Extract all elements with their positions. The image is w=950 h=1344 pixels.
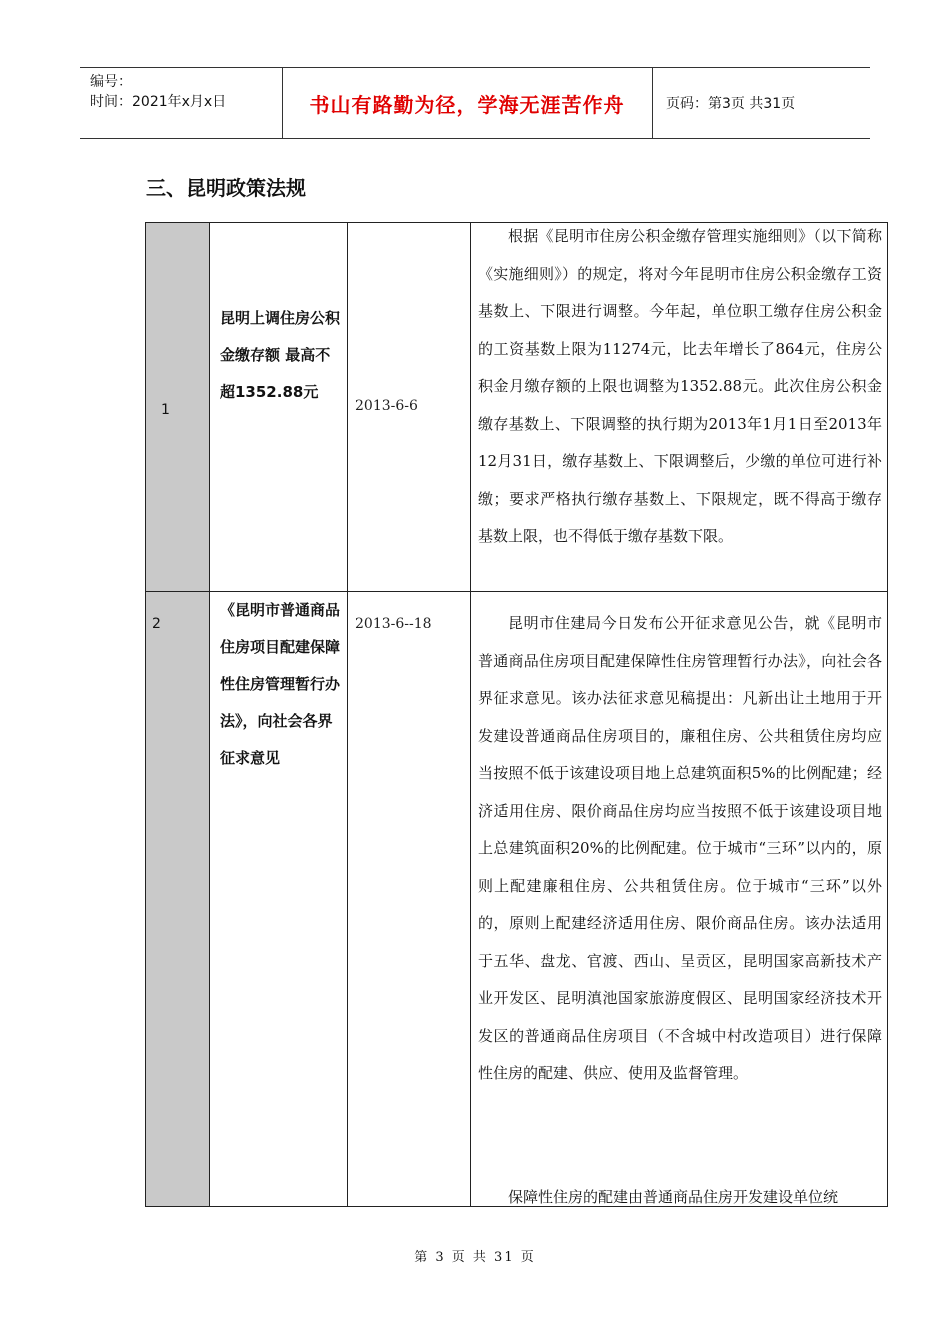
- row-date: 2013-6-6: [355, 398, 418, 414]
- row-date: 2013-6--18: [355, 616, 432, 632]
- row-title: 《昆明市普通商品住房项目配建保障性住房管理暂行办法》，向社会各界征求意见: [220, 601, 341, 767]
- page-header: [80, 67, 870, 139]
- table-border: [209, 222, 210, 1207]
- table-border: [145, 222, 146, 1207]
- index-column-shade: [145, 222, 209, 1207]
- table-border: [470, 222, 471, 1207]
- header-divider: [652, 68, 653, 138]
- table-border: [347, 222, 348, 1207]
- page-number-label: 页码：第3页 共31页: [666, 96, 796, 112]
- row-content-continued: 保障性住房的配建由普通商品住房开发建设单位统: [508, 1188, 839, 1206]
- page-footer: 第 3 页 共 31 页: [414, 1250, 536, 1265]
- row-content: 昆明市住建局今日发布公开征求意见公告，就《昆明市普通商品住房项目配建保障性住房管理暂行办法》，向社会各界征求意见。该办法征求意见稿提出：凡新出让土地用于开发建设普通商品住房项目的，廉租住房、公共租赁住房均应当按照不低于该建设项目地上总建筑面积5%的比例配建；经济适用住房、限价商品住房均应当按照不低于该建设项目地上总建筑面积20%的比例配建。位于城市“三环”以内的，原则上配建廉租住房、公共租赁住房。位于城市“三环”以外的，原则上配建经济适用住房、限价商品住房。该办法适用于五华、盘龙、官渡、西山、呈贡区，昆明国家高新技术产业开发区、昆明滇池国家旅游度假区、昆明国家经济技术开发区的普通商品住房项目（不含城中村改造项目）进行保障性住房的配建、供应、使用及监督管理。: [478, 614, 882, 1082]
- row-number: 2: [152, 616, 161, 632]
- row-number: 1: [161, 402, 170, 418]
- table-border: [887, 222, 888, 1207]
- number-label: 编号：: [90, 74, 132, 90]
- header-motto: 书山有路勤为径，学海无涯苦作舟: [309, 92, 625, 117]
- policy-table: [145, 222, 888, 1207]
- section-title: 三、昆明政策法规: [146, 176, 306, 200]
- time-label: 时间：2021年x月x日: [90, 94, 227, 110]
- header-meta: [90, 72, 226, 112]
- row-title: 昆明上调住房公积金缴存额 最高不超1352.88元: [220, 309, 341, 401]
- row-content: 根据《昆明市住房公积金缴存管理实施细则》（以下简称《实施细则》）的规定，将对今年昆明市住房公积金缴存工资基数上、下限进行调整。今年起，单位职工缴存住房公积金的工资基数上限为11274元，比去年增长了864元，住房公积金月缴存额的上限也调整为1352.88元。此次住房公积金缴存基数上、下限调整的执行期为2013年1月1日至2013年12月31日，缴存基数上、下限调整后，少缴的单位可进行补缴；要求严格执行缴存基数上、下限规定，既不得高于缴存基数上限，也不得低于缴存基数下限。: [478, 227, 882, 545]
